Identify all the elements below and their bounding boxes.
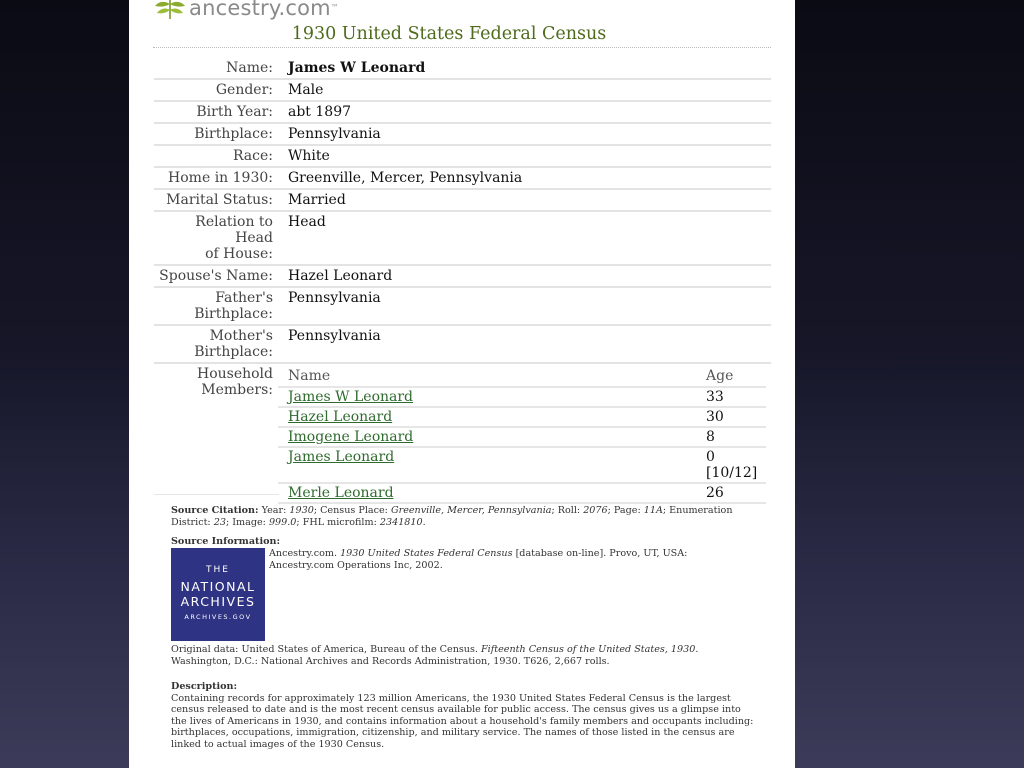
- household-age: 8: [706, 427, 766, 447]
- page-title: 1930 United States Federal Census: [291, 24, 607, 44]
- description: Description: Containing records for approximately 123 million Americans, the 1930 United States Federal Census is the largest census released to date and is the most recent census available for public access. The census gives us a glimpse into the lives of Americans in 1930, and contains information about a household's family members and occupants including: birthplaces, occupations, immigration, citizenship, and military service. The names of those listed in the census are linked to actual images of the 1930 Census.: [171, 681, 754, 750]
- record-label: Mother's Birthplace:: [194, 328, 273, 360]
- record-row-race: [154, 145, 771, 167]
- record-row-mother-birthplace: [154, 325, 771, 363]
- record-value-name: James W Leonard: [288, 60, 426, 76]
- record-row-household: [154, 363, 771, 506]
- household-name-cell: [278, 447, 706, 483]
- household-name-cell: [278, 483, 706, 503]
- household-name-cell: [278, 407, 706, 427]
- household-age: 33: [706, 387, 766, 407]
- source-citation: Source Citation: Year: 1930; Census Place: Greenville, Mercer, Pennsylvania; Roll: 2076; Page: 11A; Enumeration District: 23; Image: 999.0; FHL microfilm: 2341810.: [171, 505, 733, 528]
- household-header: [278, 366, 766, 387]
- household-row: [278, 447, 766, 483]
- household-age: 0 [10/12]: [706, 447, 766, 483]
- source-information-text: Ancestry.com. 1930 United States Federal Census [database on-line]. Provo, UT, USA: Ancestry.com Operations Inc, 2002.: [269, 548, 688, 571]
- record-label: Race:: [232, 148, 273, 164]
- household-row: [278, 427, 766, 447]
- household-row: [278, 387, 766, 407]
- record-value: Greenville, Mercer, Pennsylvania: [288, 170, 523, 186]
- census-record-page: [129, 0, 795, 768]
- record-row-father-birthplace: [154, 287, 771, 325]
- record-label: Birth Year:: [196, 104, 273, 120]
- record-label: Relation to Head of House:: [195, 214, 273, 262]
- original-data: Original data: United States of America, Bureau of the Census. Fifteenth Census of the United States, 1930. Washington, D.C.: National Archives and Records Administration, 1930. T626, 2,667 rolls.: [171, 644, 699, 667]
- household-row: [278, 483, 766, 503]
- ancestry-logo[interactable]: [153, 0, 339, 20]
- record-value: Male: [288, 82, 324, 98]
- household-col-age: Age: [706, 366, 766, 387]
- record-value: Pennsylvania: [288, 328, 381, 344]
- record-label: Gender:: [215, 82, 273, 98]
- record-value: Head: [288, 214, 326, 230]
- household-name-cell: [278, 427, 706, 447]
- household-member-link[interactable]: Merle Leonard: [288, 485, 394, 501]
- record-value: Pennsylvania: [288, 290, 381, 306]
- source-information-label: Source Information:: [171, 536, 281, 547]
- record-label: Spouse's Name:: [159, 268, 273, 284]
- record-label: Father's Birthplace:: [194, 290, 273, 322]
- record-label: Birthplace:: [194, 126, 273, 142]
- household-cell: [288, 363, 771, 506]
- record-details-table: [154, 58, 771, 506]
- household-member-link[interactable]: Hazel Leonard: [288, 409, 393, 425]
- record-row-relation: [154, 211, 771, 265]
- national-archives-logo: THE NATIONAL ARCHIVES ARCHIVES.GOV: [171, 548, 265, 641]
- record-value: abt 1897: [288, 104, 352, 120]
- record-label: Household Members:: [196, 366, 273, 398]
- household-age: 30: [706, 407, 766, 427]
- logo-wordmark: ancestry.com™: [189, 0, 340, 20]
- record-value: Married: [288, 192, 346, 208]
- record-row-marital-status: [154, 189, 771, 211]
- leaf-icon: [153, 0, 187, 20]
- household-name-cell: [278, 387, 706, 407]
- record-row-gender: [154, 79, 771, 101]
- household-row: [278, 407, 766, 427]
- household-age: 26: [706, 483, 766, 503]
- record-value: Pennsylvania: [288, 126, 381, 142]
- household-member-link[interactable]: Imogene Leonard: [288, 429, 414, 445]
- title-divider: [153, 47, 771, 48]
- record-row-birthplace: [154, 123, 771, 145]
- record-row-birth-year: [154, 101, 771, 123]
- record-row-spouse: [154, 265, 771, 287]
- household-col-name: Name: [278, 366, 706, 387]
- household-table: [278, 366, 766, 504]
- record-label: Home in 1930:: [168, 170, 273, 186]
- record-label: Marital Status:: [166, 192, 273, 208]
- household-member-link[interactable]: James W Leonard: [288, 389, 414, 405]
- record-row-name: [154, 58, 771, 79]
- record-value: White: [288, 148, 330, 164]
- household-member-link[interactable]: James Leonard: [288, 449, 395, 465]
- record-value: Hazel Leonard: [288, 268, 393, 284]
- section-divider: [154, 494, 279, 495]
- record-row-home: [154, 167, 771, 189]
- record-label: Name:: [226, 60, 273, 76]
